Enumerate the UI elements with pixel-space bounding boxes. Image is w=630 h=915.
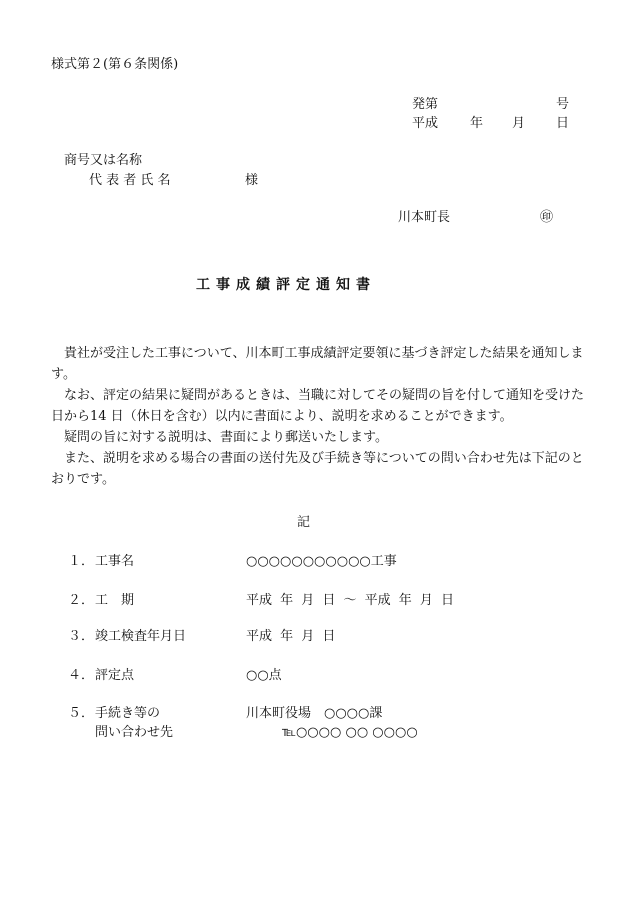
body-text (51, 343, 587, 490)
form-label: 様式第２(第６条関係) (51, 57, 179, 72)
item-3-no: ３． (68, 629, 95, 644)
seal-mark: ㊞ (540, 210, 554, 225)
ki-heading: 記 (297, 515, 311, 530)
representative-label: 代 表 者 氏 名 (89, 173, 171, 188)
item-5-value: 川本町役場 ○○○○課 (246, 706, 383, 721)
company-label: 商号又は名称 (64, 153, 143, 168)
body-paragraph-4: また、説明を求める場合の書面の送付先及び手続き等についての問い合わせ先は下記のとおりです。 (51, 451, 584, 487)
item-2-no: ２． (68, 593, 95, 608)
item-3-value: 平成 年 月 日 (246, 629, 336, 644)
item-3-label: 竣工検査年月日 (95, 629, 187, 644)
item-5-no: ５． (68, 706, 95, 721)
issue-number-prefix: 発第 (412, 97, 439, 112)
item-1-no: １． (68, 554, 95, 569)
item-4-no: ４． (68, 668, 95, 683)
issue-date-month: 月 (512, 116, 526, 131)
addressee-honorific: 様 (245, 173, 259, 188)
body-paragraph-2: なお、評定の結果に疑問があるときは、当職に対してその疑問の旨を付して通知を受けた日から14 日（休日を含む）以内に書面により、説明を求めることができます。 (51, 388, 585, 424)
item-5-value-line2: ℡○○○○ ○○ ○○○○ (282, 725, 418, 740)
sender-name: 川本町長 (398, 210, 451, 225)
document-title: 工事成績評定通知書 (196, 277, 376, 293)
item-5-label: 手続き等の (95, 706, 161, 721)
item-4-value: ○○点 (246, 668, 282, 683)
issue-date-year: 年 (470, 116, 484, 131)
item-1-label: 工事名 (95, 554, 135, 569)
item-4-label: 評定点 (95, 668, 135, 683)
body-paragraph-3: 疑問の旨に対する説明は、書面により郵送いたします。 (64, 430, 388, 445)
body-paragraph-1: 貴社が受注した工事について、川本町工事成績評定要領に基づき評定した結果を通知します。 (51, 346, 584, 382)
item-2-label: 工 期 (95, 593, 135, 608)
item-1-value: ○○○○○○○○○○○工事 (246, 554, 397, 569)
issue-date-era: 平成 (412, 116, 439, 131)
issue-date-day: 日 (556, 116, 570, 131)
item-2-value: 平成 年 月 日 〜 平成 年 月 日 (246, 593, 455, 608)
item-5-label-line2: 問い合わせ先 (95, 725, 174, 740)
issue-number-suffix: 号 (556, 97, 570, 112)
